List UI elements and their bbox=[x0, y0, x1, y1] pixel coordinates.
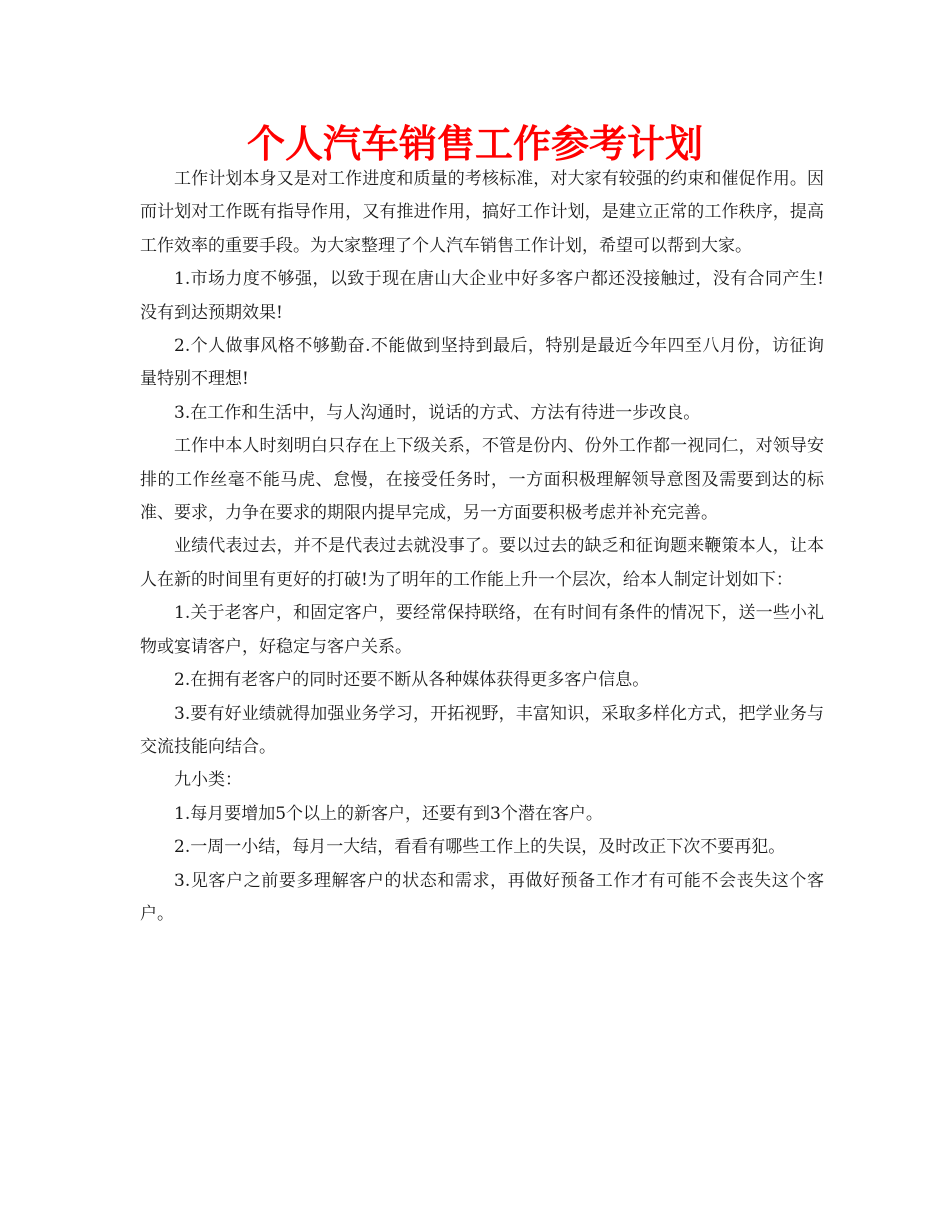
document-body bbox=[140, 163, 824, 931]
paragraph-goal-1: 1.每月要增加5个以上的新客户，还要有到3个潜在客户。 bbox=[174, 803, 603, 824]
paragraph-plan-2: 2.在拥有老客户的同时还要不断从各种媒体获得更多客户信息。 bbox=[174, 670, 650, 691]
paragraph-plan-3: 3.要有好业绩就得加强业务学习，开拓视野，丰富知识，采取多样化方式，把学业务与交流技能向结合。 bbox=[140, 703, 824, 757]
paragraph-problem-1: 1.市场力度不够强，以致于现在唐山大企业中好多客户都还没接触过，没有合同产生!没有到达预期效果! bbox=[140, 269, 824, 323]
paragraph-problem-3: 3.在工作和生活中，与人沟通时，说话的方式、方法有待进一步改良。 bbox=[174, 402, 701, 423]
paragraph-plan-intro: 业绩代表过去，并不是代表过去就没事了。要以过去的缺乏和征询题来鞭策本人，让本人在新的时间里有更好的打破!为了明年的工作能上升一个层次，给本人制定计划如下： bbox=[140, 536, 824, 590]
paragraph-work-attitude: 工作中本人时刻明白只存在上下级关系，不管是份内、份外工作都一视同仁，对领导安排的工作丝毫不能马虎、怠慢，在接受任务时，一方面积极理解领导意图及需要到达的标准、要求，力争在要求的期限内提早完成，另一方面要积极考虑并补充完善。 bbox=[140, 436, 824, 524]
paragraph-plan-1: 1.关于老客户，和固定客户，要经常保持联络，在有时间有条件的情况下，送一些小礼物或宴请客户，好稳定与客户关系。 bbox=[140, 603, 824, 657]
paragraph-intro: 工作计划本身又是对工作进度和质量的考核标准，对大家有较强的约束和催促作用。因而计划对工作既有指导作用，又有推进作用，搞好工作计划，是建立正常的工作秩序，提高工作效率的重要手段。为大家整理了个人汽车销售工作计划，希望可以帮到大家。 bbox=[140, 169, 824, 256]
paragraph-subheading: 九小类： bbox=[174, 770, 242, 791]
document-title: 个人汽车销售工作参考计划 bbox=[246, 122, 703, 166]
paragraph-goal-2: 2.一周一小结，每月一大结，看看有哪些工作上的失误，及时改正下次不要再犯。 bbox=[174, 837, 786, 858]
paragraph-problem-2: 2.个人做事风格不够勤奋.不能做到坚持到最后，特别是最近今年四至八月份，访征询量特别不理想! bbox=[140, 336, 824, 390]
paragraph-goal-3: 3.见客户之前要多理解客户的状态和需求，再做好预备工作才有可能不会丧失这个客户。 bbox=[140, 870, 824, 924]
